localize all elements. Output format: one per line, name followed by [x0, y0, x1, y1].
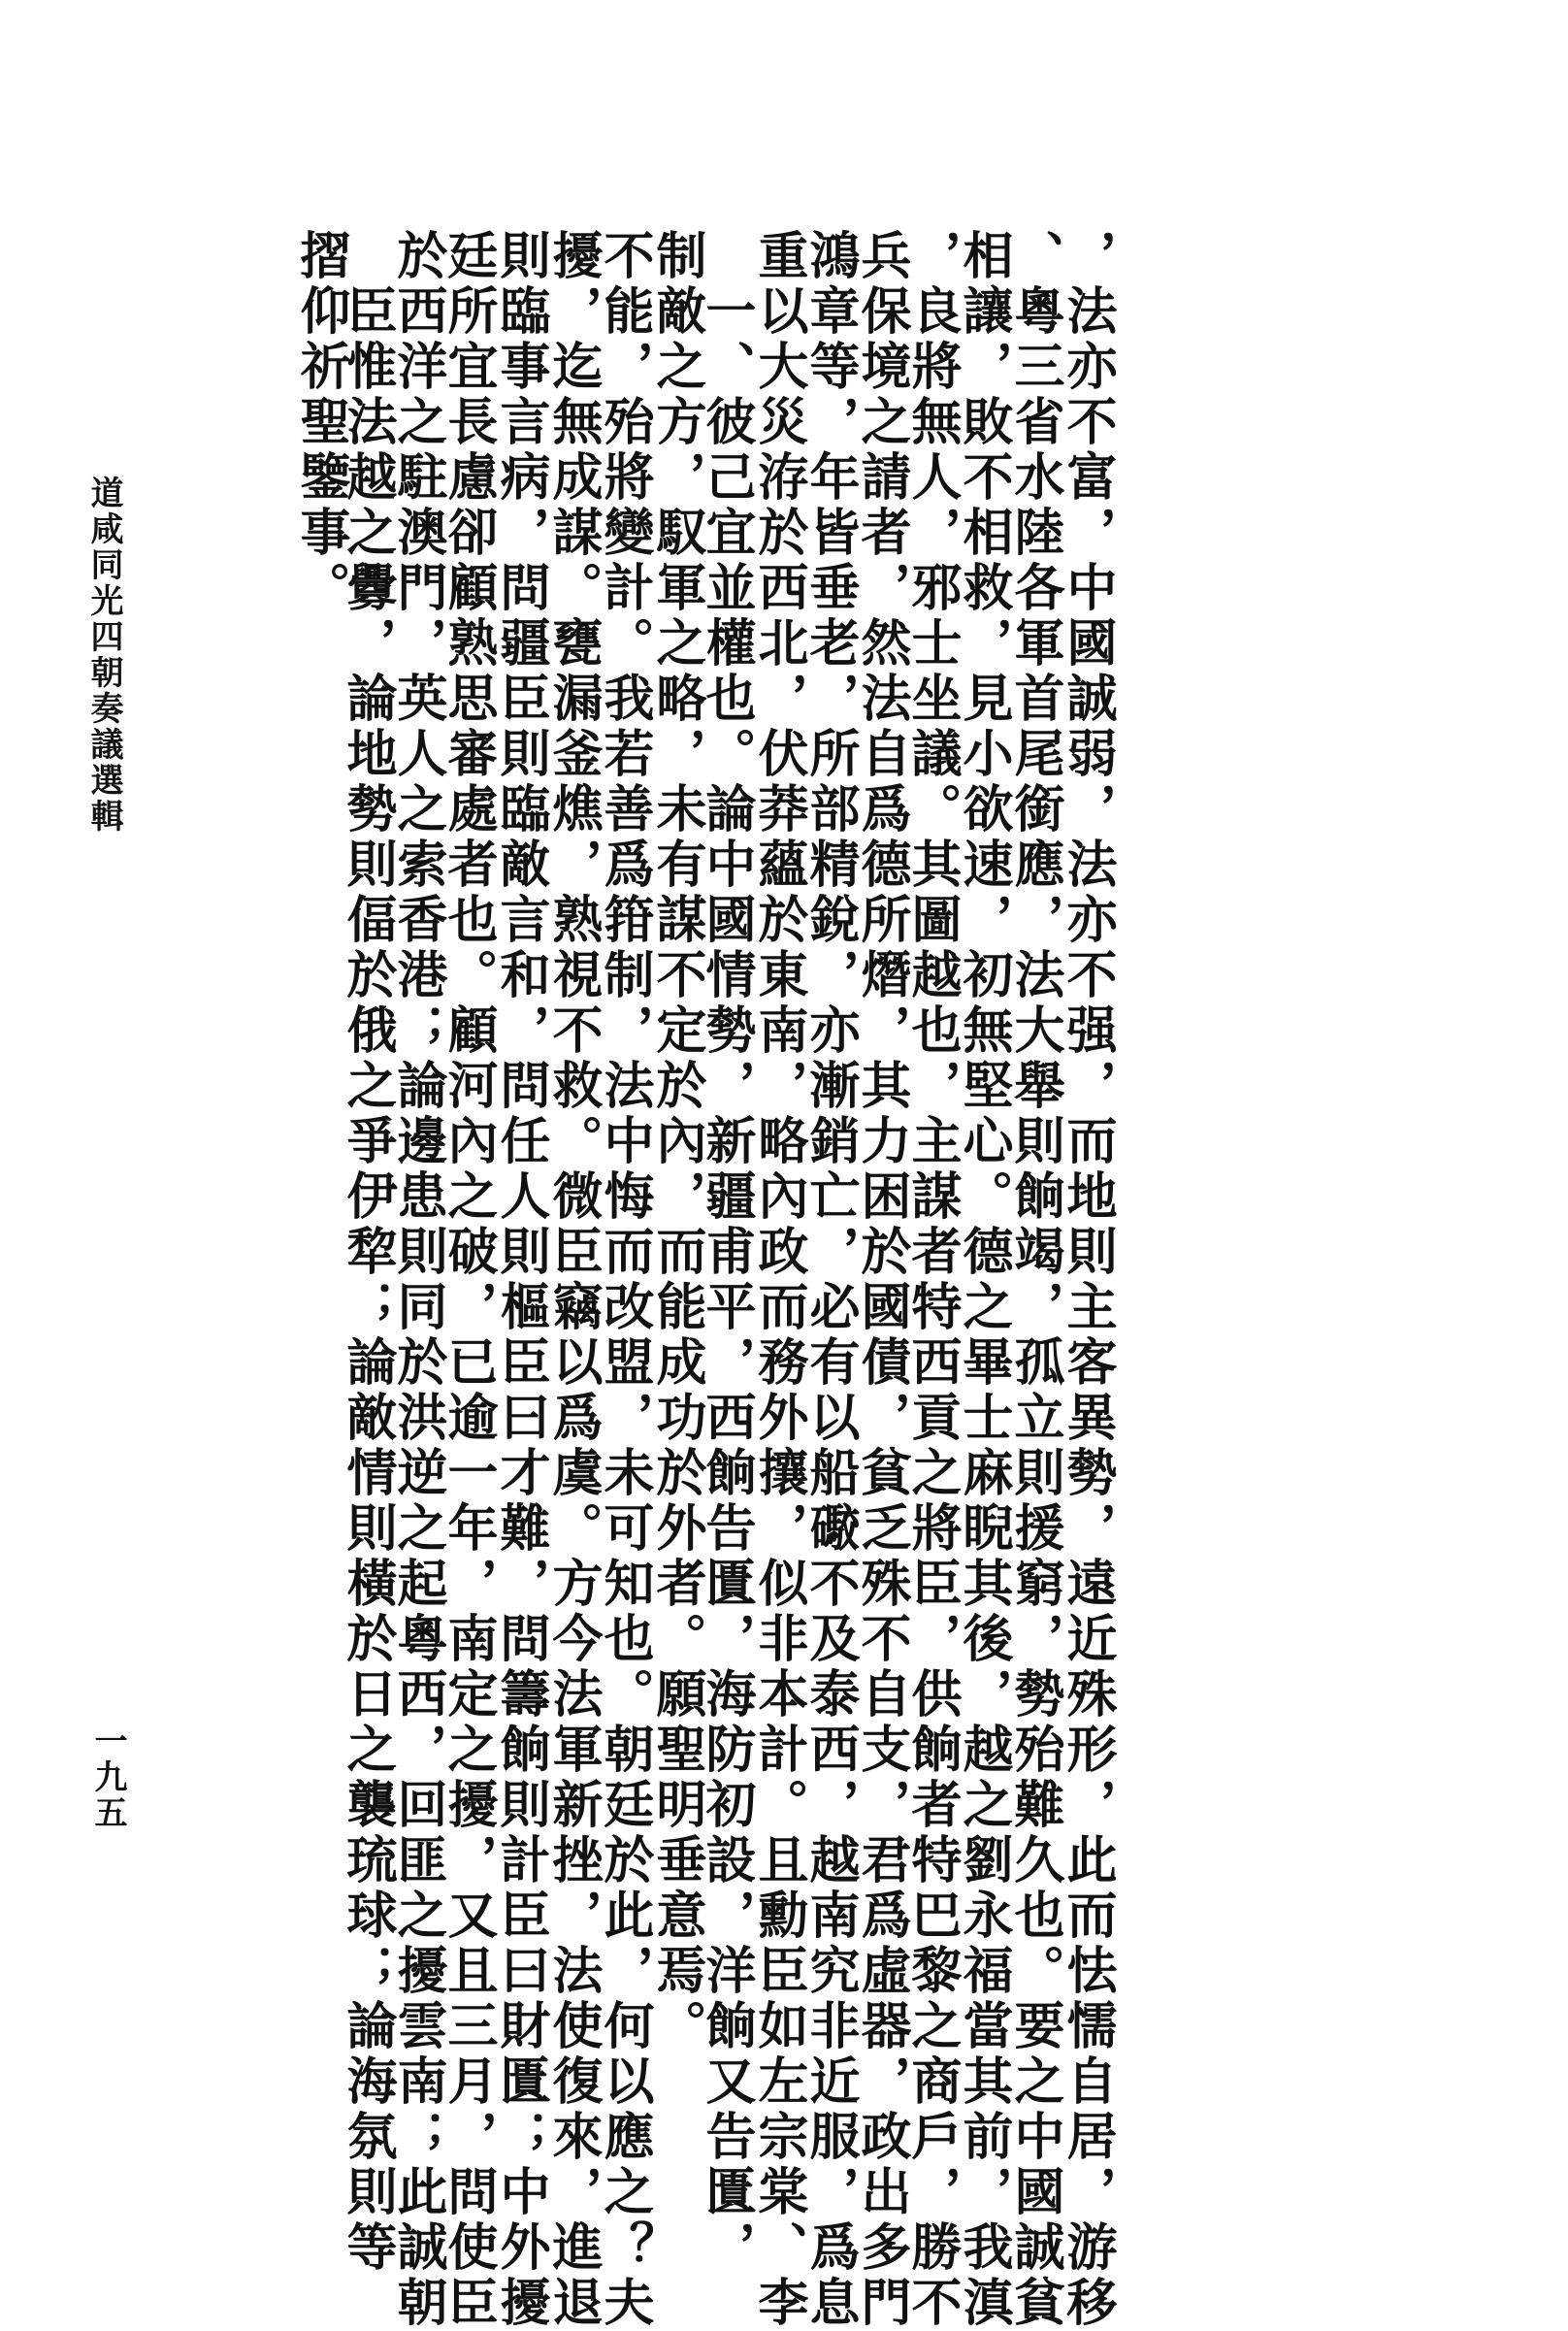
text-column-16: ，法亦不富，中國誠弱，法亦不强，而地則主客異勢，遠近殊形，此而怯懦自居，游移	[1058, 229, 1117, 2331]
running-title: 道咸同光四朝奏議選輯	[84, 476, 123, 835]
text-column-1: 摺仰祈聖鑒事。	[291, 229, 350, 616]
page-number: 一九五	[88, 1724, 127, 1831]
text-column-10: 重以大災洊於西北，伏莽蘊於東南，略內政而務外攘，似非本計。且勳臣如左宗棠、李	[749, 229, 808, 2331]
text-column-7: 不能，殆將變計。我若善爲箝制，法中悔而改盟，未可知也。朝廷於此，何以應之？夫	[595, 229, 654, 2331]
text-column-14: 相讓，敗不相救，見小欲速，初無堅心。德之畢士麻睨其後，越之劉永福當其前，我滇	[954, 229, 1013, 2331]
text-column-11: 鴻章等，年皆垂老，所部精銳，亦漸銷亡，必有以船礮不及泰西，越南究非近服，爲息	[800, 229, 860, 2331]
text-column-8: 制敵之方，馭軍之略，未有謀不定於內，而能成功於外者。願聖明垂意焉。	[647, 229, 706, 2054]
text-column-6: 擾，迄無成謀。甕漏釜燋，熟視不救。微臣竊以爲虞。方今法軍新挫，法使復來，進退	[543, 229, 603, 2331]
text-column-4: 廷所宜長慮卻顧熟思審處者也。顧河內之破，已逾一年，南定之擾，又且三月，問使臣	[439, 229, 498, 2331]
text-column-12: 兵保境之請者，然法自爲德所熸，其力困於國債，貧乏殊不自支，君爲虛器，政出多門	[852, 229, 911, 2331]
text-column-9: 一、彼己宜並權也。論中國情勢，新疆甫平，西餉告匱，海防初設，洋餉又告匱，	[697, 229, 756, 2276]
text-column-13: ，良將無人，邪士坐議。其圖越也，主謀者特西貢之將臣，供餉者特巴黎之商戶，勝不	[902, 229, 962, 2331]
text-column-3: 於西洋之駐澳門，英人之索香港；論邊患則同於洪逆之起粵西，回匪之擾雲南；此誠朝	[388, 229, 447, 2331]
text-column-2: 臣惟法越之釁，論地勢則偪於俄之爭伊犂；論敵情則橫於日之襲琉球；論海氛則等	[338, 229, 397, 2276]
text-column-5: 則臨事言病，問疆臣則臨敵言和，問任人則樞臣曰才難，問籌餉則計臣曰財匱；中外擾	[491, 229, 550, 2331]
text-column-15: 、粵三省水陸各軍首尾銜應，法大舉則餉竭，孤立則援窮，勢殆難久也。要之中國誠貧	[1005, 229, 1064, 2331]
